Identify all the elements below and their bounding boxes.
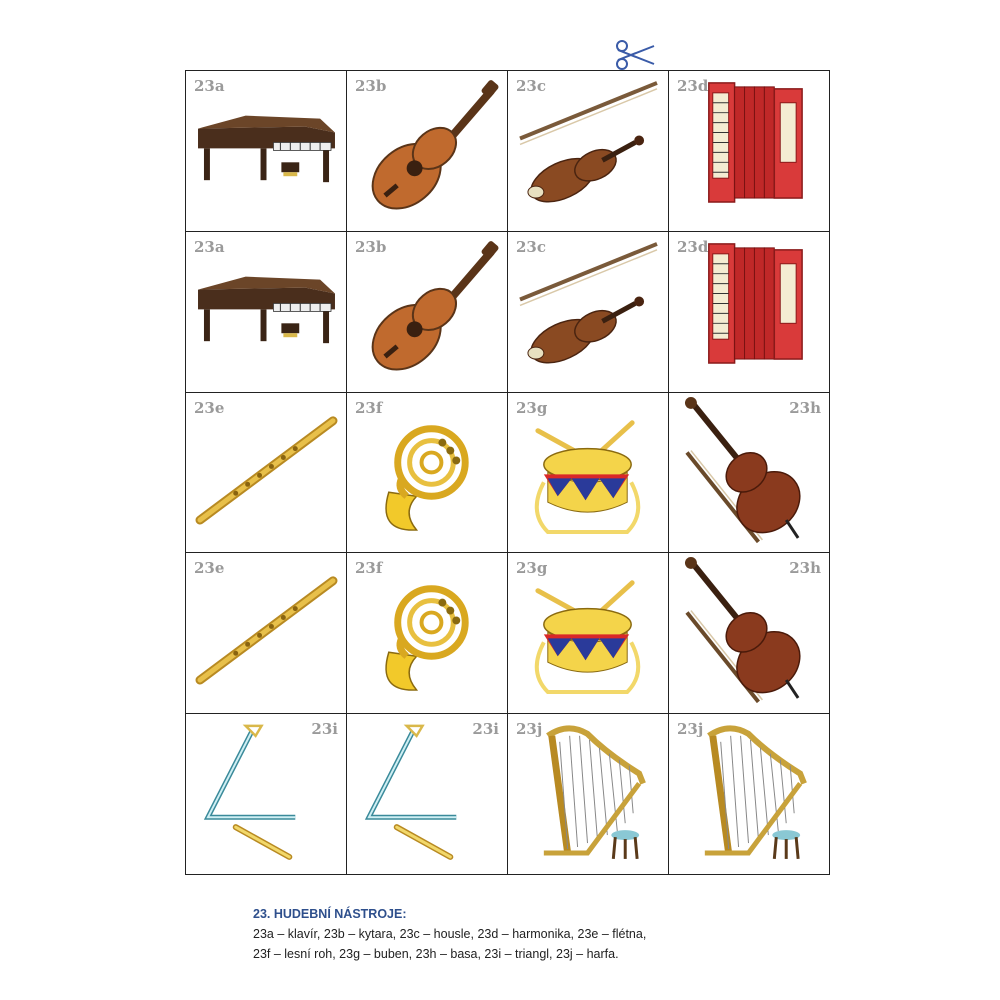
card-label: 23h [789, 398, 821, 417]
card-23e [186, 393, 347, 554]
card-23i [186, 714, 347, 875]
card-23a [186, 232, 347, 393]
card-23h [669, 553, 830, 714]
card-23j [508, 714, 669, 875]
card-label: 23d [677, 237, 709, 256]
card-label: 23j [516, 720, 543, 739]
card-label: 23g [516, 559, 548, 578]
card-23g [508, 553, 669, 714]
scissors-icon [614, 40, 658, 72]
card-label: 23a [194, 237, 225, 256]
caption-line-1: 23a – klavír, 23b – kytara, 23c – housle, 23d – harmonika, 23e – flétna, [253, 927, 647, 941]
card-23b [347, 232, 508, 393]
card-23d [669, 71, 830, 232]
card-label: 23b [355, 77, 387, 95]
card-label: 23i [311, 720, 338, 739]
card-label: 23f [355, 398, 383, 417]
caption [253, 904, 646, 964]
card-label: 23e [194, 559, 225, 578]
card-23h [669, 393, 830, 554]
card-label: 23h [789, 559, 821, 578]
caption-title: 23. HUDEBNÍ NÁSTROJE: [253, 907, 407, 921]
card-grid [185, 70, 830, 875]
card-23i [347, 714, 508, 875]
card-23c [508, 71, 669, 232]
card-23f [347, 553, 508, 714]
card-label: 23g [516, 398, 548, 417]
card-label: 23d [677, 77, 709, 95]
card-23b [347, 71, 508, 232]
card-23f [347, 393, 508, 554]
card-23a [186, 71, 347, 232]
caption-line-2: 23f – lesní roh, 23g – buben, 23h – basa, 23i – triangl, 23j – harfa. [253, 947, 619, 961]
card-23c [508, 232, 669, 393]
card-23d [669, 232, 830, 393]
card-23g [508, 393, 669, 554]
card-23j [669, 714, 830, 875]
card-23e [186, 553, 347, 714]
card-label: 23e [194, 398, 225, 417]
card-label: 23c [516, 237, 547, 256]
card-label: 23i [472, 720, 499, 739]
card-label: 23b [355, 237, 387, 256]
card-label: 23j [677, 720, 704, 739]
card-label: 23a [194, 77, 225, 95]
card-label: 23f [355, 559, 383, 578]
card-label: 23c [516, 77, 547, 95]
